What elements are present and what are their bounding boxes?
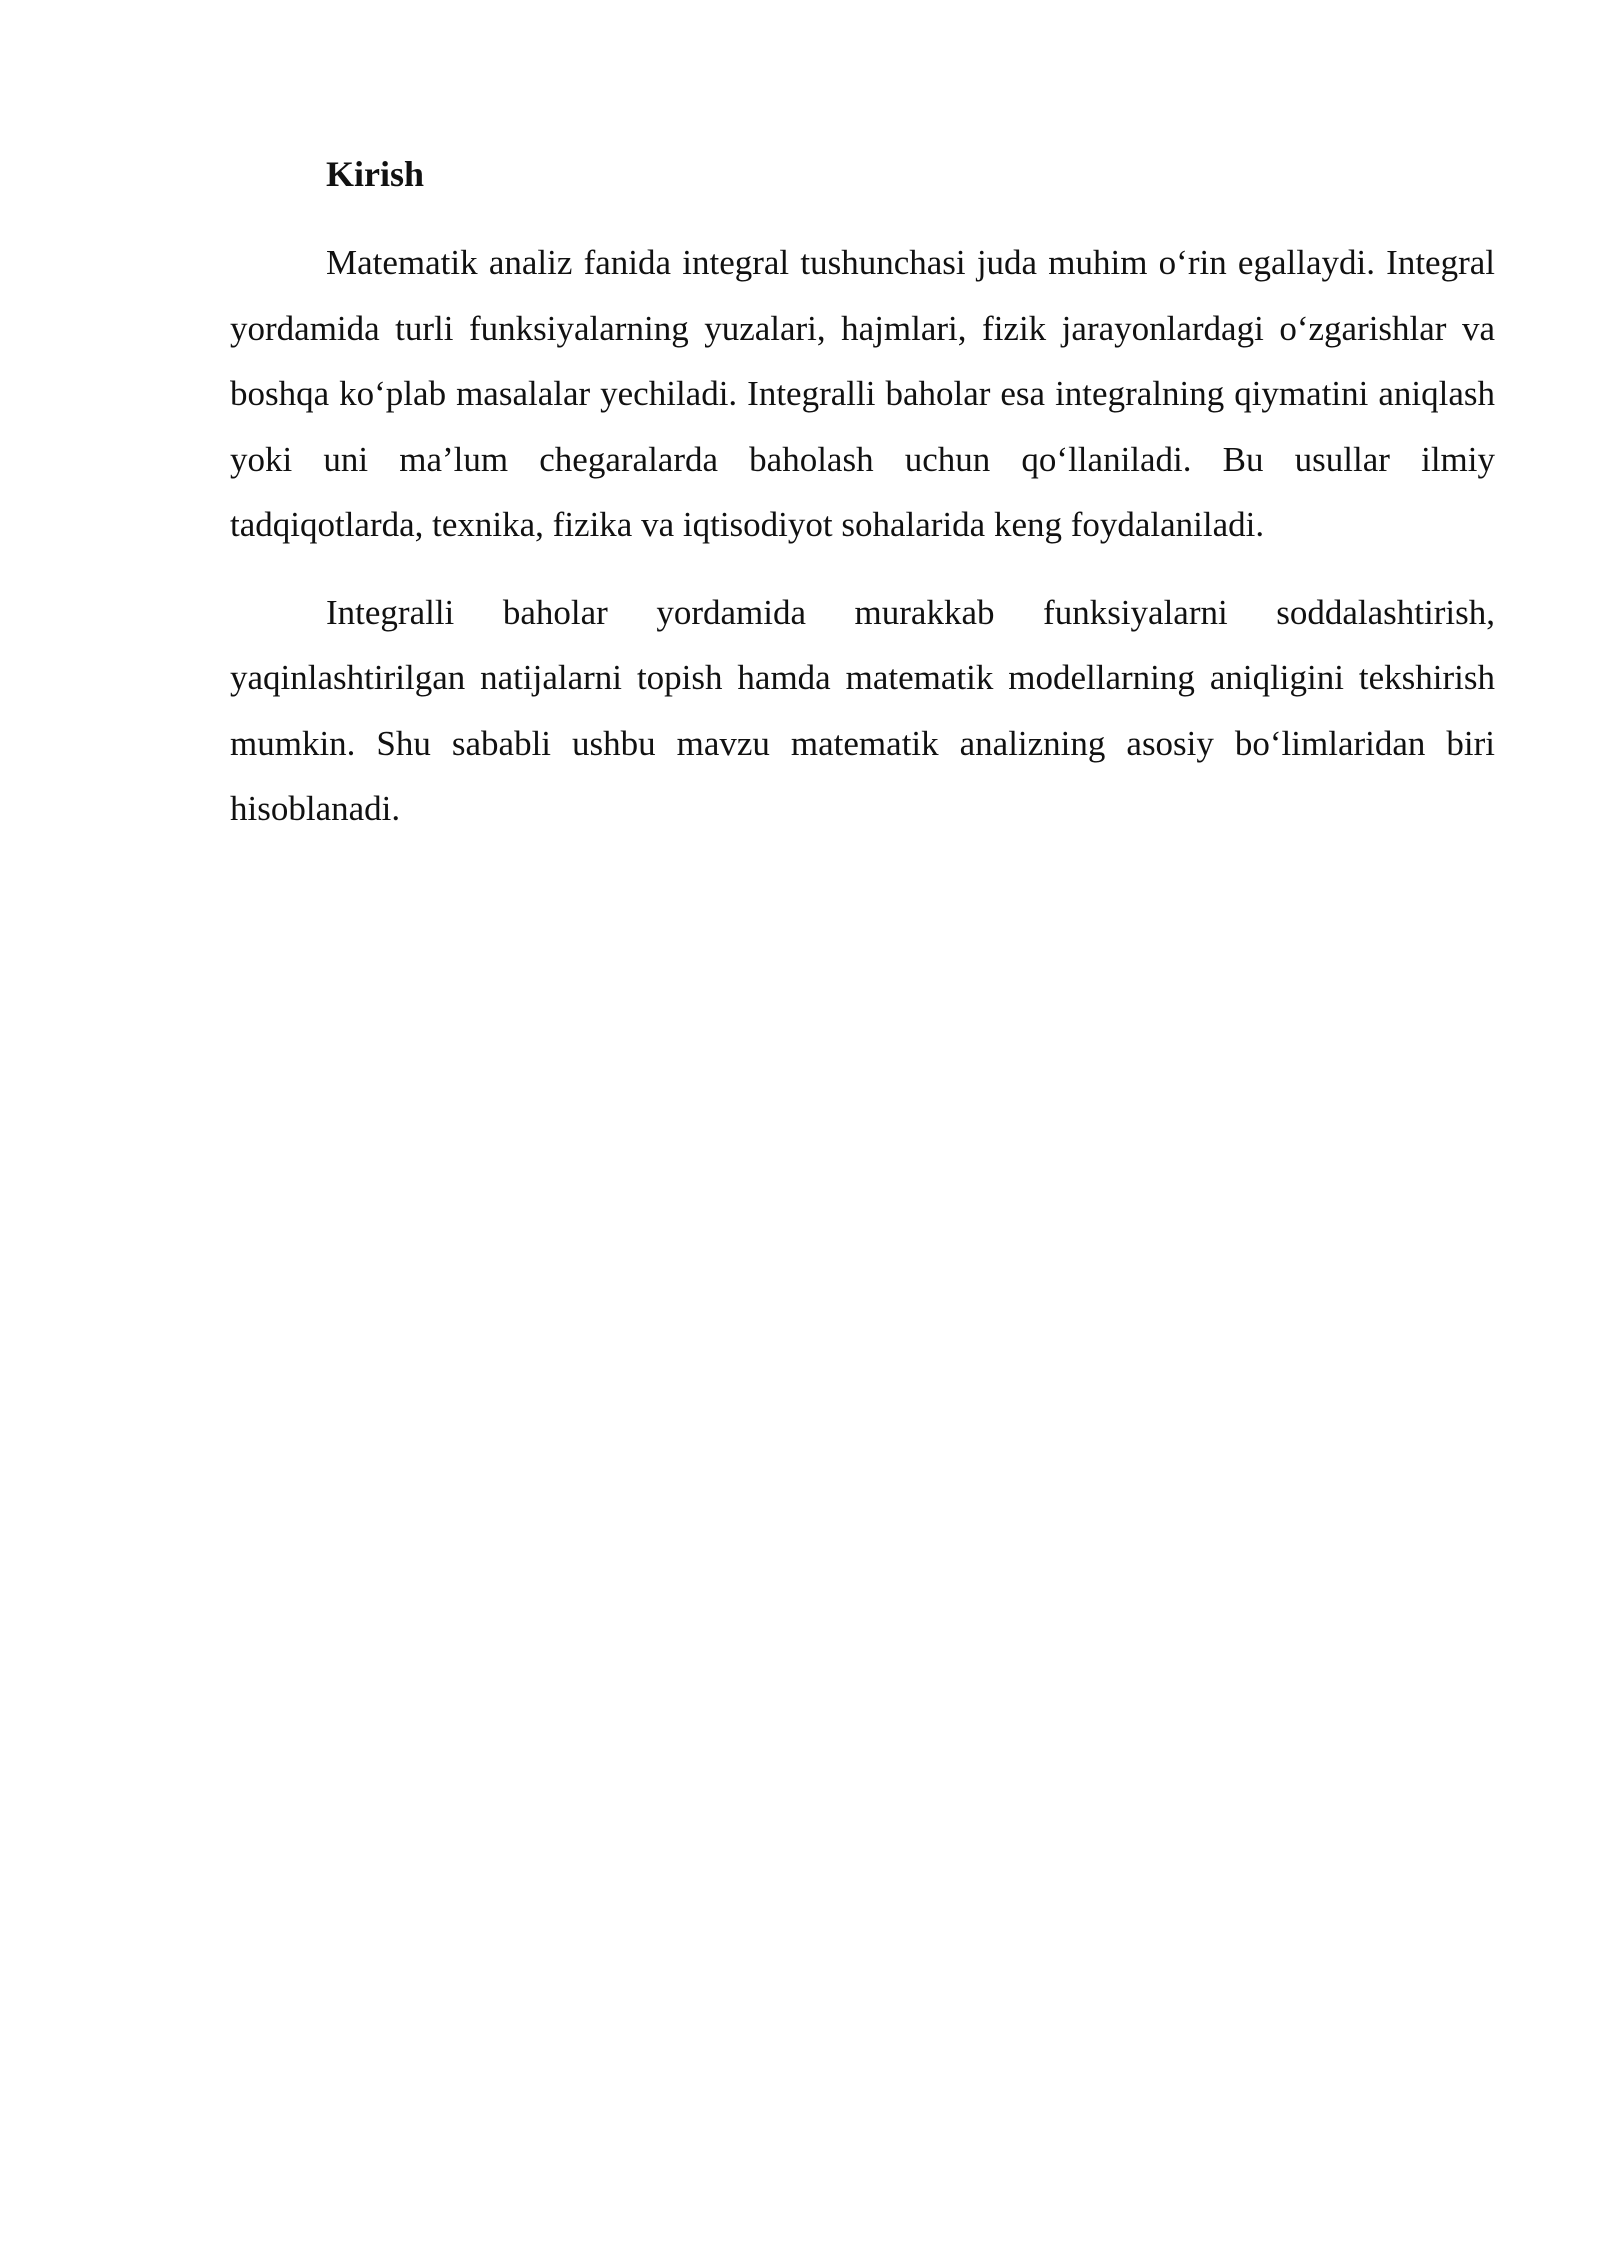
paragraph-1: Matematik analiz fanida integral tushunchasi juda muhim o‘rin egallaydi. Integral yordamida turli funksiyalarning yuzalari, hajmlari, fizik jarayonlardagi o‘zgarishlar va boshqa ko‘plab masalalar yechiladi. Integralli baholar esa integralning qiymatini aniqlash yoki uni ma’lum chegaralarda baholash uchun qo‘llaniladi. Bu usullar ilmiy tadqiqotlarda, texnika, fizika va iqtisodiyot sohalarida keng foydalaniladi. (230, 243, 1495, 544)
document-body (230, 148, 1495, 864)
section-heading: Kirish (326, 154, 425, 194)
paragraph-2: Integralli baholar yordamida murakkab funksiyalarni soddalashtirish, yaqinlashtirilgan natijalarni topish hamda matematik modellarning aniqligini tekshirish mumkin. Shu sababli ushbu mavzu matematik analizning asosiy bo‘limlaridan biri hisoblanadi. (230, 592, 1495, 828)
